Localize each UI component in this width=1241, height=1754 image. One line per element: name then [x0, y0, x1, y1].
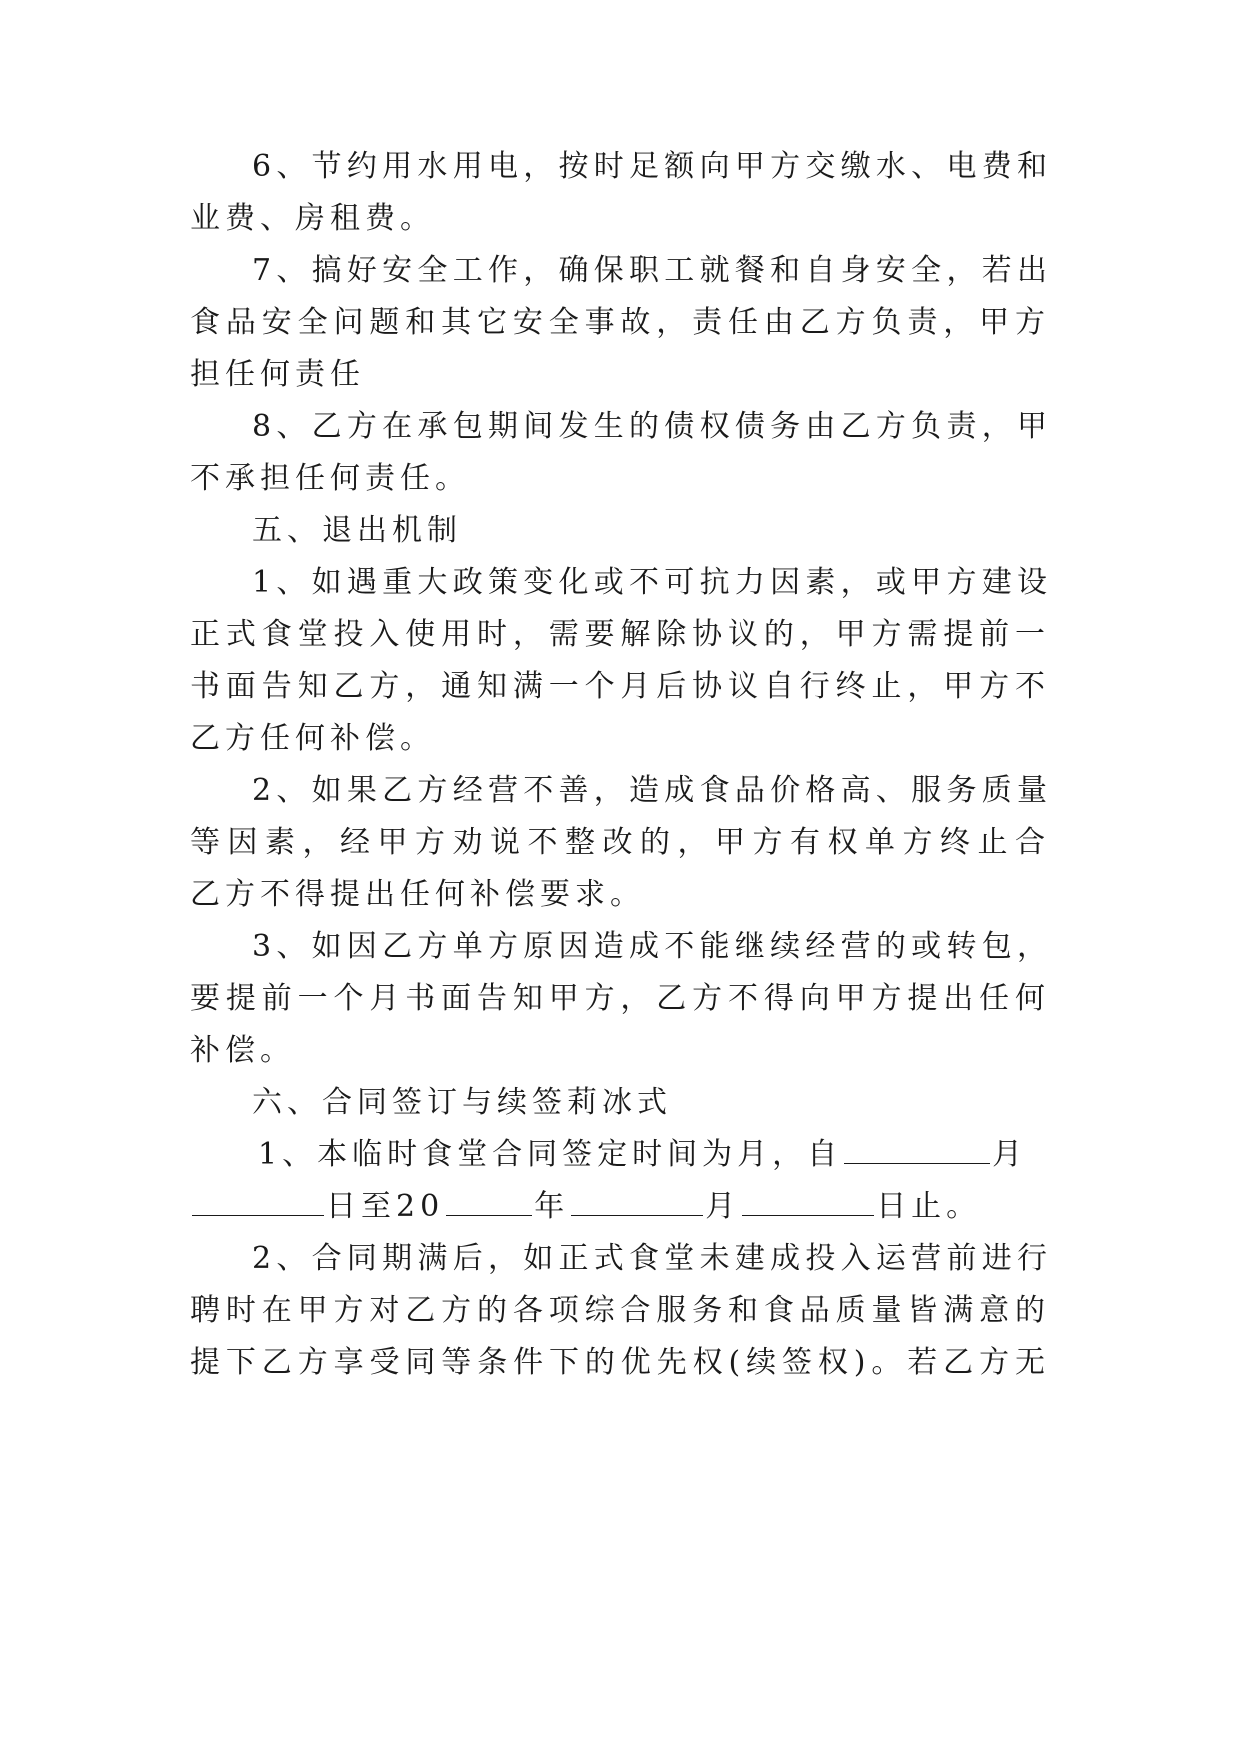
text-line: 3、如因乙方单方原因造成不能继续经营的或转包， [252, 929, 1052, 964]
term-clause-text: 年 [534, 1189, 570, 1224]
text-line: 7、搞好安全工作，确保职工就餐和自身安全，若出 [252, 253, 1052, 288]
text-line: 正式食堂投入使用时，需要解除协议的，甲方需提前一 [190, 617, 1050, 652]
text-line: 2、如果乙方经营不善，造成食品价格高、服务质量 [252, 773, 1052, 808]
text-line: 等因素，经甲方劝说不整改的，甲方有权单方终止合 [190, 825, 1050, 860]
fill-blank [844, 1133, 990, 1164]
text-line: 乙方不得提出任何补偿要求。 [190, 877, 645, 912]
term-clause-line-2 [190, 1185, 1050, 1229]
text-line: 8、乙方在承包期间发生的债权债务由乙方负责，甲 [252, 409, 1052, 444]
fill-blank [192, 1185, 324, 1216]
text-line: 要提前一个月书面告知甲方，乙方不得向甲方提出任何 [190, 981, 1050, 1016]
term-clause-text: 月 [705, 1189, 741, 1224]
fill-blank [742, 1185, 874, 1216]
fill-blank [571, 1185, 703, 1216]
text-line: 担任何责任 [190, 357, 365, 392]
term-clause-text: 日止。 [876, 1189, 982, 1224]
text-line: 乙方任何补偿。 [190, 721, 435, 756]
text-line: 不承担任何责任。 [190, 461, 470, 496]
term-clause-text: 1、本临时食堂合同签定时间为月，自 [258, 1137, 843, 1172]
term-clause-text: 日至20 [326, 1189, 445, 1224]
section-heading: 五、退出机制 [252, 513, 462, 548]
text-line: 聘时在甲方对乙方的各项综合服务和食品质量皆满意的 [190, 1293, 1050, 1328]
text-line: 业费、房租费。 [190, 201, 435, 236]
text-line: 2、合同期满后，如正式食堂未建成投入运营前进行 [252, 1241, 1052, 1276]
section-heading: 六、合同签订与续签莉冰式 [252, 1085, 672, 1120]
term-clause-text: 月 [992, 1137, 1028, 1172]
text-line: 提下乙方享受同等条件下的优先权(续签权)。若乙方无 [190, 1345, 1050, 1380]
fill-blank [446, 1185, 532, 1216]
text-line: 食品安全问题和其它安全事故，责任由乙方负责，甲方 [190, 305, 1050, 340]
text-line: 补偿。 [190, 1033, 295, 1068]
text-line: 书面告知乙方，通知满一个月后协议自行终止，甲方不 [190, 669, 1050, 704]
text-line: 1、如遇重大政策变化或不可抗力因素，或甲方建设 [252, 565, 1052, 600]
term-clause-line-1 [258, 1133, 1052, 1177]
text-line: 6、节约用水用电，按时足额向甲方交缴水、电费和 [252, 149, 1052, 184]
